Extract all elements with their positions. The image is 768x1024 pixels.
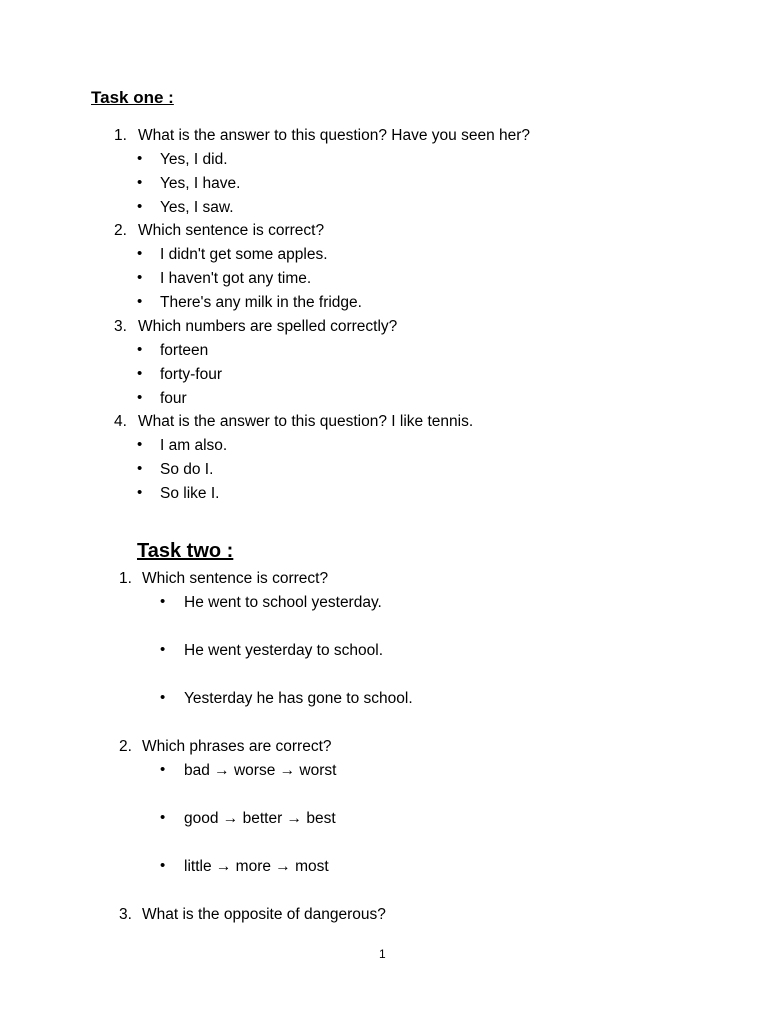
bullet-icon: • — [137, 245, 143, 262]
question-number: 3. — [119, 906, 132, 923]
option: Yes, I have. — [160, 175, 241, 192]
option: little → more → most — [184, 858, 329, 875]
bullet-icon: • — [160, 857, 166, 874]
bullet-icon: • — [160, 809, 166, 826]
bullet-icon: • — [160, 689, 166, 706]
question-number: 1. — [114, 127, 127, 144]
task-two-heading: Task two : — [137, 540, 234, 562]
option: So do I. — [160, 461, 214, 478]
bullet-icon: • — [137, 365, 143, 382]
bullet-icon: • — [137, 198, 143, 215]
question-number: 3. — [114, 318, 127, 335]
option: good → better → best — [184, 810, 336, 827]
bullet-icon: • — [137, 150, 143, 167]
bullet-icon: • — [137, 389, 143, 406]
task-one-question-1 — [114, 126, 127, 146]
option: I haven't got any time. — [160, 270, 312, 287]
question-text: What is the answer to this question? Have you seen her? — [138, 127, 531, 144]
bullet-icon: • — [160, 641, 166, 658]
option: forteen — [160, 342, 209, 359]
task-one-heading: Task one : — [91, 88, 174, 107]
option: There's any milk in the fridge. — [160, 294, 362, 311]
option: So like I. — [160, 485, 220, 502]
bullet-icon: • — [137, 341, 143, 358]
bullet-icon: • — [137, 174, 143, 191]
option: bad → worse → worst — [184, 762, 337, 779]
option: Yesterday he has gone to school. — [184, 690, 413, 707]
bullet-icon: • — [160, 593, 166, 610]
option: Yes, I saw. — [160, 199, 234, 216]
bullet-icon: • — [137, 293, 143, 310]
question-text: What is the opposite of dangerous? — [142, 906, 386, 923]
question-text: Which sentence is correct? — [142, 570, 329, 587]
question-text: Which numbers are spelled correctly? — [138, 318, 398, 335]
bullet-icon: • — [137, 484, 143, 501]
question-number: 2. — [114, 222, 127, 239]
bullet-icon: • — [137, 269, 143, 286]
question-text: What is the answer to this question? I like tennis. — [138, 413, 474, 430]
option: Yes, I did. — [160, 151, 228, 168]
question-text: Which phrases are correct? — [142, 738, 332, 755]
question-number: 1. — [119, 570, 132, 587]
question-number: 4. — [114, 413, 127, 430]
option: forty-four — [160, 366, 223, 383]
page-number: 1 — [379, 947, 386, 961]
question-text: Which sentence is correct? — [138, 222, 325, 239]
option: He went to school yesterday. — [184, 594, 382, 611]
option: four — [160, 390, 187, 407]
bullet-icon: • — [137, 460, 143, 477]
question-number: 2. — [119, 738, 132, 755]
option: I didn't get some apples. — [160, 246, 328, 263]
bullet-icon: • — [137, 436, 143, 453]
option: He went yesterday to school. — [184, 642, 384, 659]
option: I am also. — [160, 437, 228, 454]
bullet-icon: • — [160, 761, 166, 778]
